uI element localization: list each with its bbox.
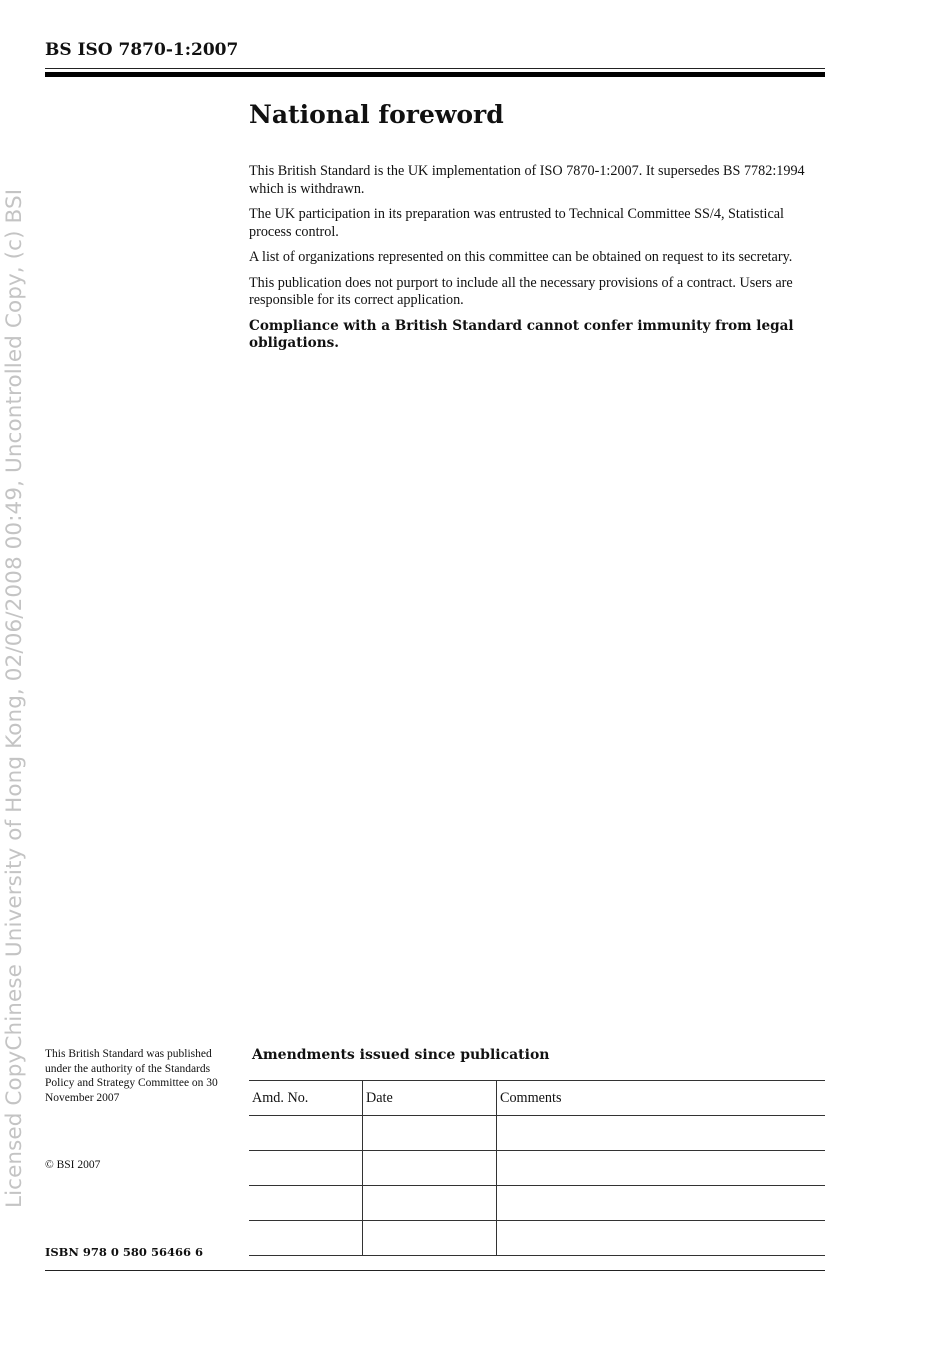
- amendments-title: Amendments issued since publication: [252, 1047, 550, 1063]
- column-header-comments: Comments: [497, 1081, 826, 1116]
- column-header-date: Date: [363, 1081, 497, 1116]
- foreword-body: [249, 163, 824, 361]
- table-header-row: [249, 1081, 825, 1116]
- column-header-amd-no: Amd. No.: [249, 1081, 363, 1116]
- table-row: [249, 1221, 825, 1256]
- table-cell: [363, 1151, 497, 1186]
- isbn: ISBN 978 0 580 56466 6: [45, 1245, 203, 1259]
- table-cell: [497, 1116, 826, 1151]
- table-cell: [363, 1116, 497, 1151]
- table-cell: [497, 1186, 826, 1221]
- table-cell: [363, 1186, 497, 1221]
- authority-note: This British Standard was published under the authority of the Standards Policy and Strategy Committee on 30 November 2007: [45, 1048, 218, 1104]
- foreword-title: National foreword: [249, 100, 504, 129]
- license-watermark: Licensed CopyChinese University of Hong Kong, 02/06/2008 00:49, Uncontrolled Copy, (c) BSI: [2, 188, 27, 1208]
- table-cell: [249, 1151, 363, 1186]
- table-row: [249, 1186, 825, 1221]
- header-rule-thin: [45, 68, 825, 69]
- foreword-paragraph: This publication does not purport to include all the necessary provisions of a contract. Users are responsible for its correct application.: [249, 274, 793, 308]
- document-id: BS ISO 7870-1:2007: [45, 40, 239, 60]
- header-rule-thick: [45, 72, 825, 77]
- foreword-paragraph: This British Standard is the UK implementation of ISO 7870-1:2007. It supersedes BS 7782:1994 which is withdrawn.: [249, 163, 805, 197]
- foreword-paragraph: A list of organizations represented on this committee can be obtained on request to its secretary.: [249, 249, 793, 265]
- table-cell: [249, 1186, 363, 1221]
- footer-rule: [45, 1270, 825, 1271]
- table-row: [249, 1151, 825, 1186]
- amendments-table: [249, 1080, 825, 1256]
- table-row: [249, 1116, 825, 1151]
- table-cell: [497, 1221, 826, 1256]
- compliance-notice: Compliance with a British Standard cannot confer immunity from legal obligations.: [249, 317, 794, 351]
- table-cell: [249, 1116, 363, 1151]
- table-cell: [249, 1221, 363, 1256]
- table-cell: [363, 1221, 497, 1256]
- copyright-notice: © BSI 2007: [45, 1159, 101, 1171]
- table-cell: [497, 1151, 826, 1186]
- foreword-paragraph: The UK participation in its preparation was entrusted to Technical Committee SS/4, Statistical process control.: [249, 206, 784, 240]
